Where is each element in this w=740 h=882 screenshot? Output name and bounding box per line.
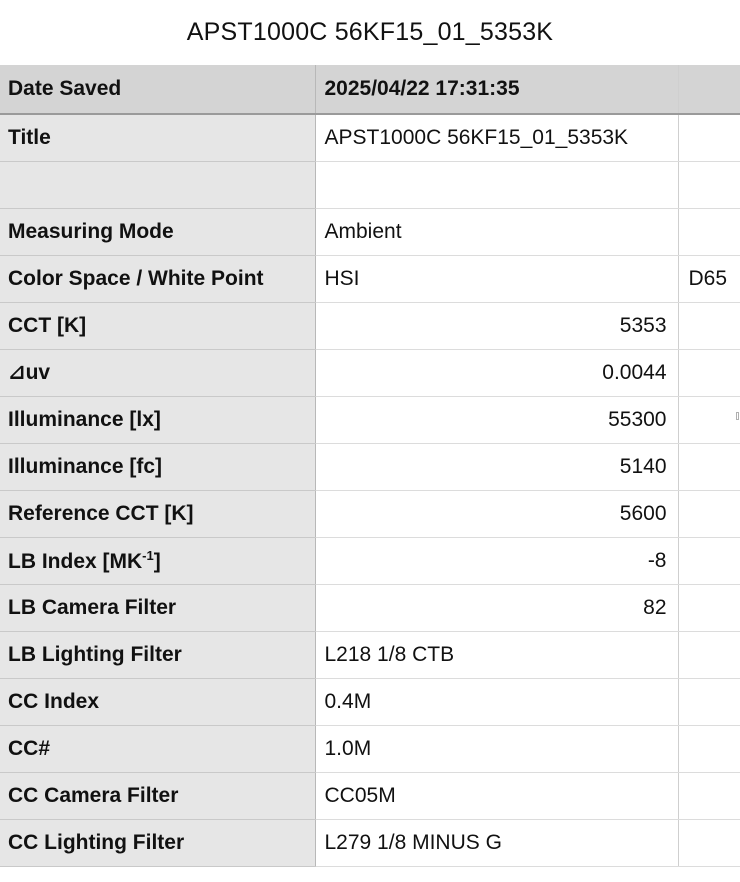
- row-extra: [678, 302, 740, 349]
- row-label-text: CC#: [8, 736, 51, 760]
- row-label: [0, 584, 315, 631]
- row-label: [0, 255, 315, 302]
- row-value: 5600: [315, 490, 678, 537]
- row-extra: [678, 772, 740, 819]
- table-row: [0, 490, 740, 537]
- row-label-text: Illuminance [lx]: [8, 407, 161, 431]
- row-label: [0, 396, 315, 443]
- row-extra: [678, 396, 740, 443]
- row-label: [0, 302, 315, 349]
- row-label: [0, 819, 315, 866]
- row-extra: [678, 631, 740, 678]
- row-label-superscript: -1: [142, 547, 154, 563]
- row-value: 0.4M: [315, 678, 678, 725]
- table-row: [0, 772, 740, 819]
- row-value: -8: [315, 537, 678, 584]
- row-value: APST1000C 56KF15_01_5353K: [315, 114, 678, 161]
- table-row: [0, 631, 740, 678]
- row-value: HSI: [315, 255, 678, 302]
- date-saved-value: 2025/04/22 17:31:35: [315, 65, 678, 114]
- row-label: [0, 490, 315, 537]
- row-extra: [678, 537, 740, 584]
- row-label: [0, 537, 315, 584]
- row-label: [0, 349, 315, 396]
- row-label-text: CC Camera Filter: [8, 783, 179, 807]
- row-extra: [678, 208, 740, 255]
- row-extra: [678, 114, 740, 161]
- row-extra: [678, 161, 740, 208]
- row-extra: [678, 725, 740, 772]
- row-extra: [678, 443, 740, 490]
- row-value: Ambient: [315, 208, 678, 255]
- table-row: [0, 443, 740, 490]
- row-value: 55300: [315, 396, 678, 443]
- table-row: [0, 537, 740, 584]
- row-label: [0, 678, 315, 725]
- row-extra: [678, 819, 740, 866]
- row-label: [0, 443, 315, 490]
- row-label-text: CC Lighting Filter: [8, 830, 185, 854]
- row-extra: [678, 584, 740, 631]
- measurement-table-body: [0, 65, 740, 866]
- table-row: [0, 114, 740, 161]
- table-row: [0, 819, 740, 866]
- row-extra: [678, 490, 740, 537]
- row-value: L218 1/8 CTB: [315, 631, 678, 678]
- page-title: APST1000C 56KF15_01_5353K: [186, 18, 554, 46]
- row-label-text: Color Space / White Point: [8, 266, 264, 290]
- row-label: [0, 725, 315, 772]
- row-label: [0, 772, 315, 819]
- row-label: [0, 631, 315, 678]
- row-value: 5353: [315, 302, 678, 349]
- row-label-suffix: ]: [153, 549, 161, 573]
- table-row: [0, 678, 740, 725]
- table-row: [0, 349, 740, 396]
- row-label-text: Title: [8, 125, 51, 149]
- row-label: [0, 114, 315, 161]
- row-label-text: CC Index: [8, 689, 100, 713]
- row-label-text: LB Lighting Filter: [8, 642, 182, 666]
- row-label-text: Measuring Mode: [8, 219, 174, 243]
- measurement-table-container: [0, 65, 740, 882]
- table-row: [0, 161, 740, 208]
- row-label-text: LB Index [MK: [8, 549, 143, 573]
- row-label: [0, 208, 315, 255]
- resize-handle-mark: [736, 412, 739, 420]
- row-label-text: Illuminance [fc]: [8, 454, 163, 478]
- row-label-text: Reference CCT [K]: [8, 501, 194, 525]
- row-value: [315, 161, 678, 208]
- row-label-text: CCT [K]: [8, 313, 87, 337]
- row-value: 5140: [315, 443, 678, 490]
- table-header-row: [0, 65, 740, 114]
- table-row: [0, 725, 740, 772]
- row-value: 82: [315, 584, 678, 631]
- table-row: [0, 255, 740, 302]
- row-value: 1.0M: [315, 725, 678, 772]
- row-label: [0, 161, 315, 208]
- row-value: L279 1/8 MINUS G: [315, 819, 678, 866]
- row-extra: [678, 349, 740, 396]
- measurement-table: [0, 65, 740, 867]
- row-label-text: LB Camera Filter: [8, 595, 177, 619]
- row-label-text: ⊿uv: [8, 361, 51, 384]
- date-saved-label: Date Saved: [0, 65, 315, 114]
- table-row: [0, 208, 740, 255]
- row-extra: D65: [678, 255, 740, 302]
- row-extra: [678, 678, 740, 725]
- table-row: [0, 584, 740, 631]
- row-value: CC05M: [315, 772, 678, 819]
- table-row: [0, 302, 740, 349]
- header-extra-cell: [678, 65, 740, 114]
- table-row: [0, 396, 740, 443]
- row-value: 0.0044: [315, 349, 678, 396]
